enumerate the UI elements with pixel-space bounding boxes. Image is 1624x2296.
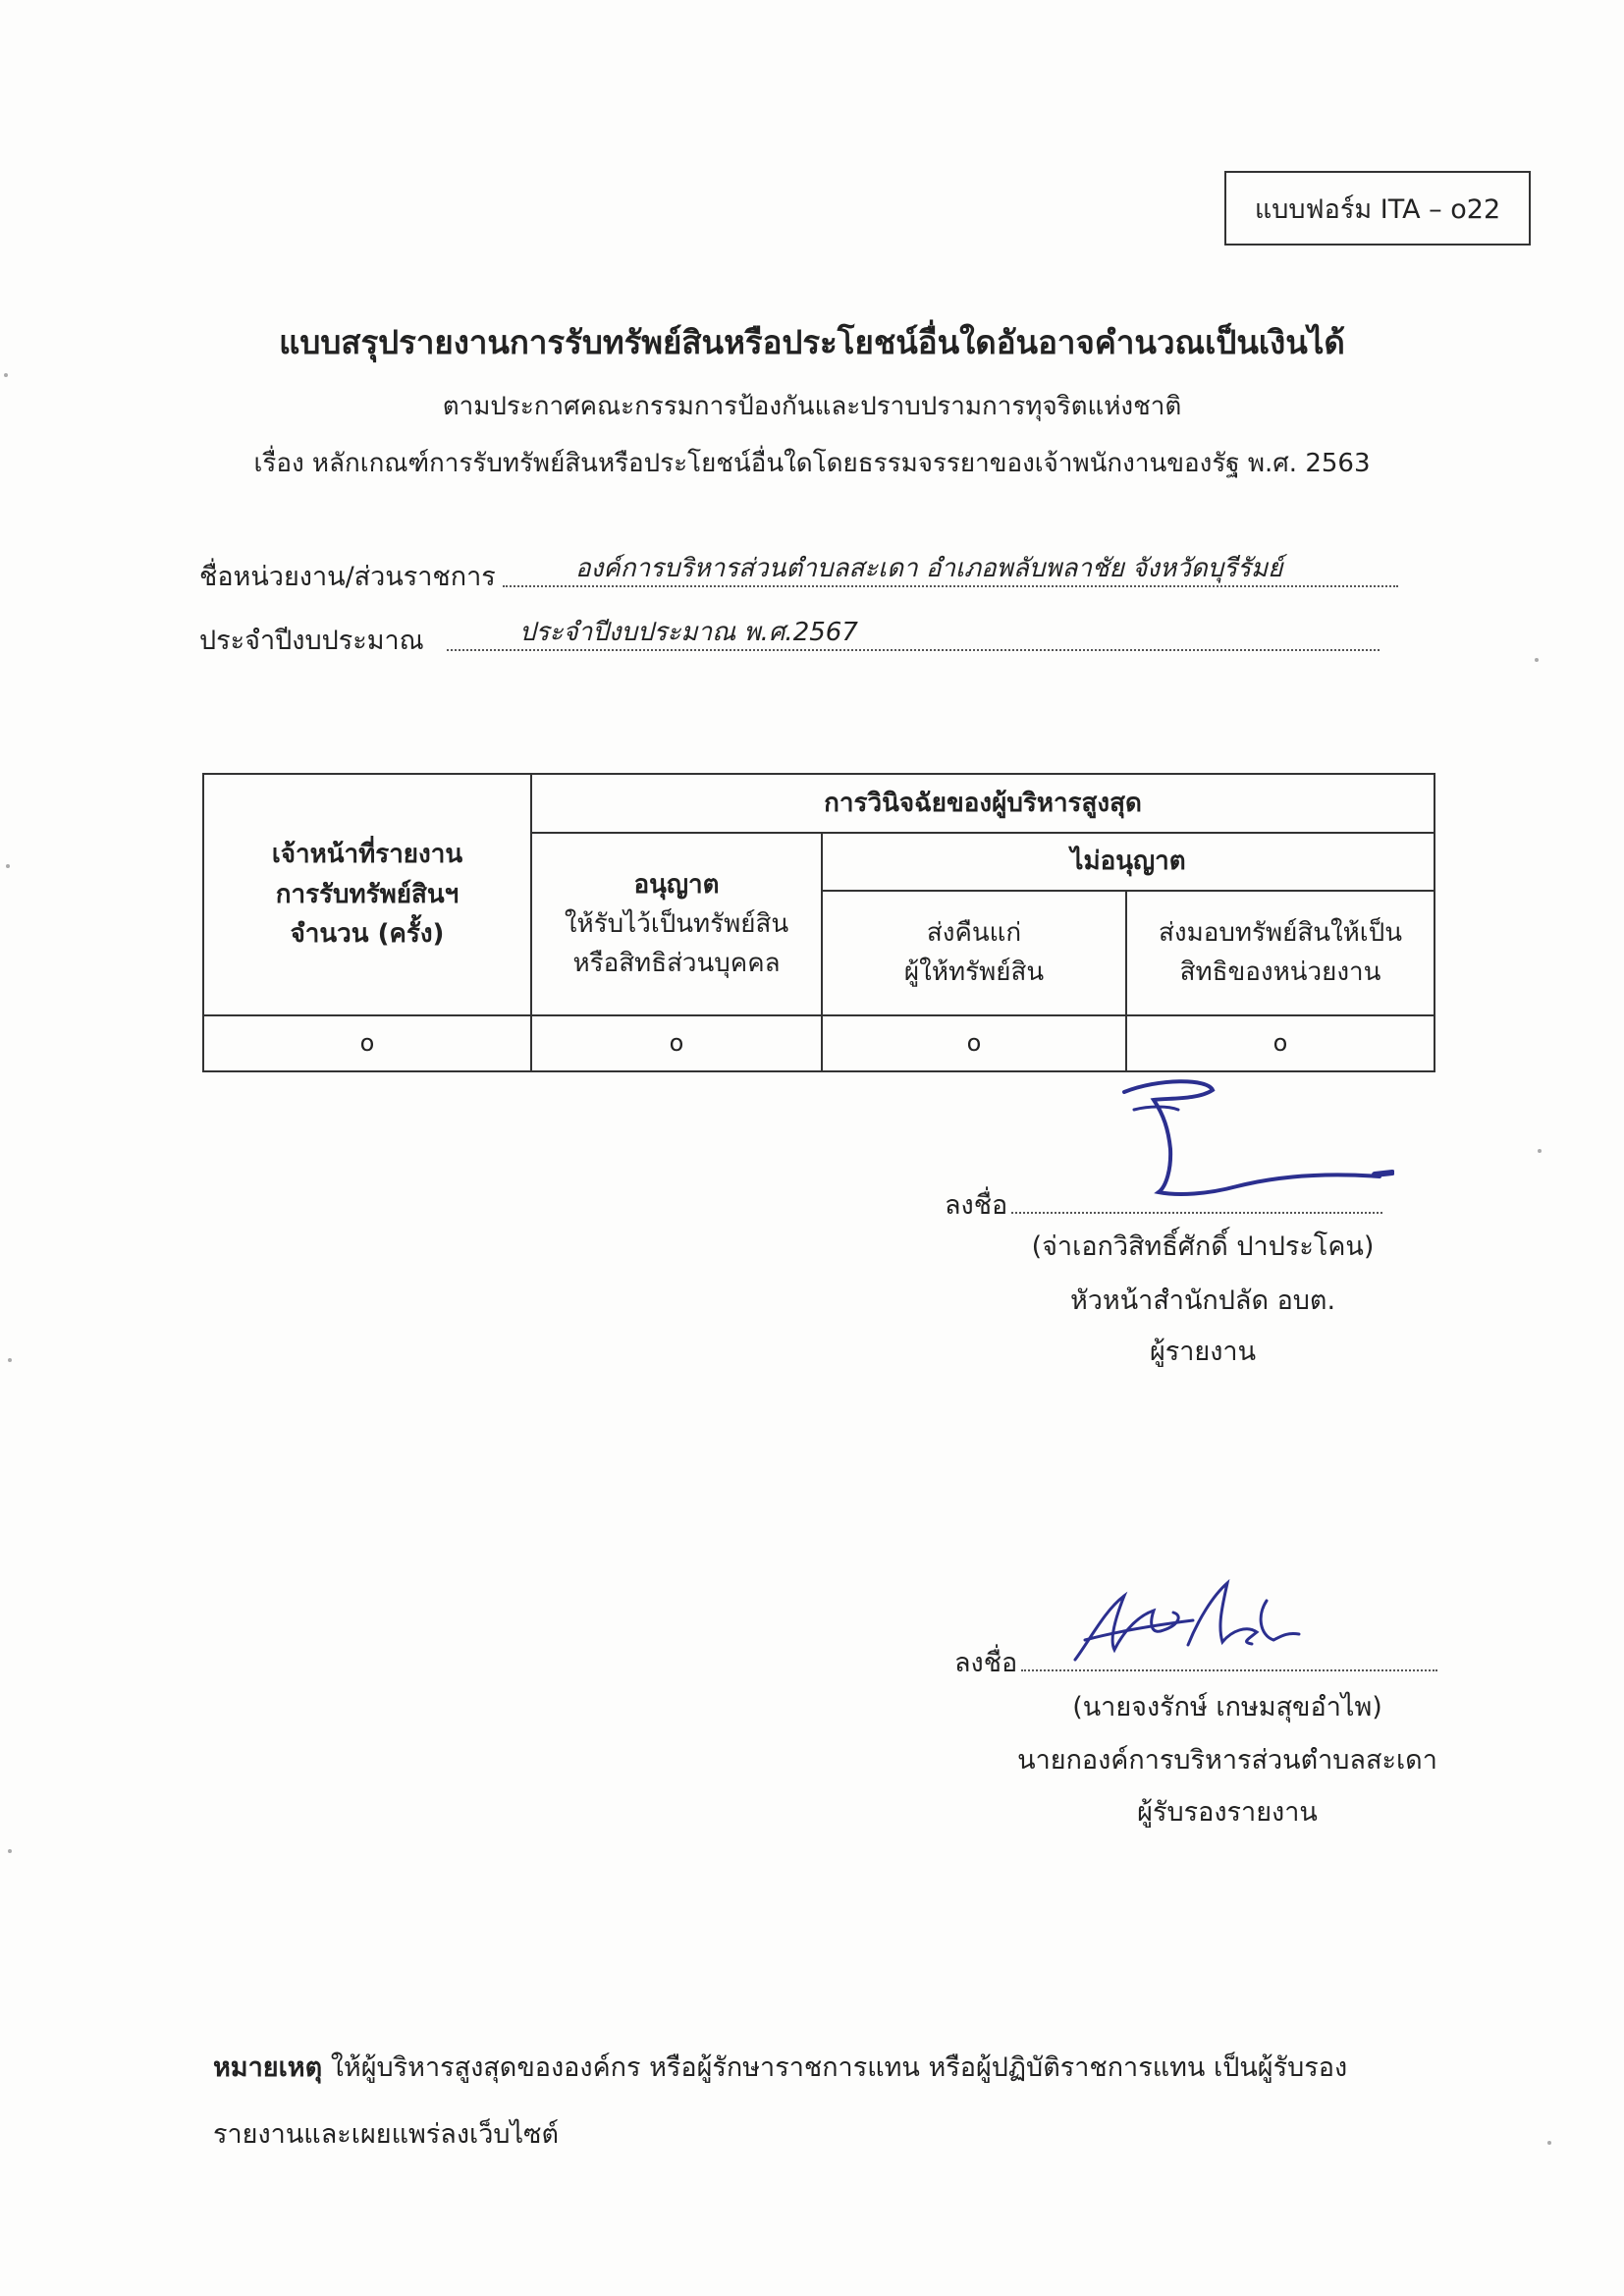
- signature-2-position: นายกองค์การบริหารส่วนตำบลสะเดา: [1017, 1745, 1437, 1776]
- signature-1-label: ลงชื่อ: [945, 1190, 1008, 1221]
- agency-value: องค์การบริหารส่วนตำบลสะเดา อำเภอพลับพลาชัย จังหวัดบุรีรัมย์: [503, 548, 1398, 587]
- return-header: [822, 891, 1126, 1015]
- scan-speck: [8, 1358, 12, 1362]
- signature-2-stroke-a: [1075, 1596, 1178, 1660]
- signature-2-role: ผู้รับรองรายงาน: [1137, 1797, 1318, 1828]
- handover-value: o: [1126, 1015, 1435, 1071]
- table-header-row-1: [203, 774, 1435, 833]
- document-subtitle-2: เรื่อง หลักเกณฑ์การรับทรัพย์สินหรือประโยชน์อื่นใดโดยธรรมจรรยาของเจ้าพนักงานของรัฐ พ.ศ. 2563: [253, 449, 1371, 478]
- scan-speck: [8, 1849, 12, 1853]
- fiscal-year-value: ประจำปีงบประมาณ พ.ศ.2567: [447, 612, 1380, 651]
- summary-table: [202, 773, 1435, 1072]
- signature-1-name: (จ่าเอกวิสิทธิ์ศักดิ์ ปาประโคน): [1031, 1231, 1375, 1262]
- allow-header: [531, 833, 822, 1014]
- signature-2-label: ลงชื่อ: [954, 1648, 1018, 1678]
- signature-1-role: ผู้รายงาน: [1149, 1337, 1257, 1367]
- scan-speck: [4, 373, 8, 377]
- signature-1-stroke-b: [1134, 1107, 1178, 1110]
- note-label: หมายเหตุ: [213, 2052, 323, 2083]
- signature-2-image: [1056, 1571, 1311, 1669]
- signature-2-name: (นายจงรักษ์ เกษมสุขอำไพ): [1072, 1692, 1382, 1722]
- allow-value: o: [531, 1015, 822, 1071]
- table-row: [203, 1015, 1435, 1071]
- deny-header: ไม่อนุญาต: [822, 833, 1435, 890]
- form-code: แบบฟอร์ม ITA – o22: [1254, 193, 1501, 225]
- fiscal-year-label: ประจำปีงบประมาณ: [199, 626, 424, 656]
- return-line-1: ส่งคืนแก่: [926, 917, 1022, 948]
- signature-1-stroke-c: [1375, 1173, 1392, 1175]
- return-line-2: ผู้ให้ทรัพย์สิน: [903, 957, 1045, 988]
- form-code-box: [1224, 171, 1531, 246]
- scan-speck: [1538, 1149, 1542, 1153]
- reporter-header-line-2: การรับทรัพย์สินฯ: [275, 879, 460, 909]
- return-value: o: [822, 1015, 1126, 1071]
- handover-line-2: สิทธิของหน่วยงาน: [1179, 957, 1381, 988]
- reporter-count-value: o: [203, 1015, 531, 1071]
- reporter-header-line-1: เจ้าหน้าที่รายงาน: [271, 840, 463, 870]
- agency-label: ชื่อหน่วยงาน/ส่วนราชการ: [199, 562, 496, 592]
- signature-1-position: หัวหน้าสำนักปลัด อบต.: [1069, 1285, 1336, 1316]
- handover-header: [1126, 891, 1435, 1015]
- decision-header: การวินิจฉัยของผู้บริหารสูงสุด: [531, 774, 1435, 833]
- note-line-1: [213, 2046, 1347, 2088]
- scan-speck: [1535, 658, 1539, 662]
- scan-speck: [6, 864, 10, 868]
- scan-speck: [1547, 2141, 1551, 2145]
- note-line-2: รายงานและเผยแพร่ลงเว็บไซต์: [213, 2119, 560, 2150]
- signature-1-stroke-a: [1124, 1081, 1380, 1194]
- signature-1-image: [1080, 1070, 1394, 1218]
- document-subtitle-1: ตามประกาศคณะกรรมการป้องกันและปราบปรามการทุจริตแห่งชาติ: [442, 392, 1182, 421]
- document-title: แบบสรุปรายงานการรับทรัพย์สินหรือประโยชน์อื่นใดอันอาจคำนวณเป็นเงินได้: [279, 323, 1345, 361]
- allow-header-label: อนุญาต: [633, 869, 720, 900]
- reporter-count-header: [203, 774, 531, 1015]
- handover-line-1: ส่งมอบทรัพย์สินให้เป็น: [1159, 917, 1402, 948]
- note-text-1: ให้ผู้บริหารสูงสุดขององค์กร หรือผู้รักษาราชการแทน หรือผู้ปฏิบัติราชการแทน เป็นผู้รับรอง: [330, 2052, 1348, 2083]
- signature-2-stroke-c: [1188, 1583, 1257, 1645]
- allow-desc-line-2: หรือสิทธิส่วนบุคคล: [572, 949, 781, 979]
- signature-2-stroke-d: [1261, 1601, 1299, 1640]
- allow-desc-line-1: ให้รับไว้เป็นทรัพย์สิน: [564, 908, 789, 939]
- reporter-header-line-3: จำนวน (ครั้ง): [290, 919, 445, 949]
